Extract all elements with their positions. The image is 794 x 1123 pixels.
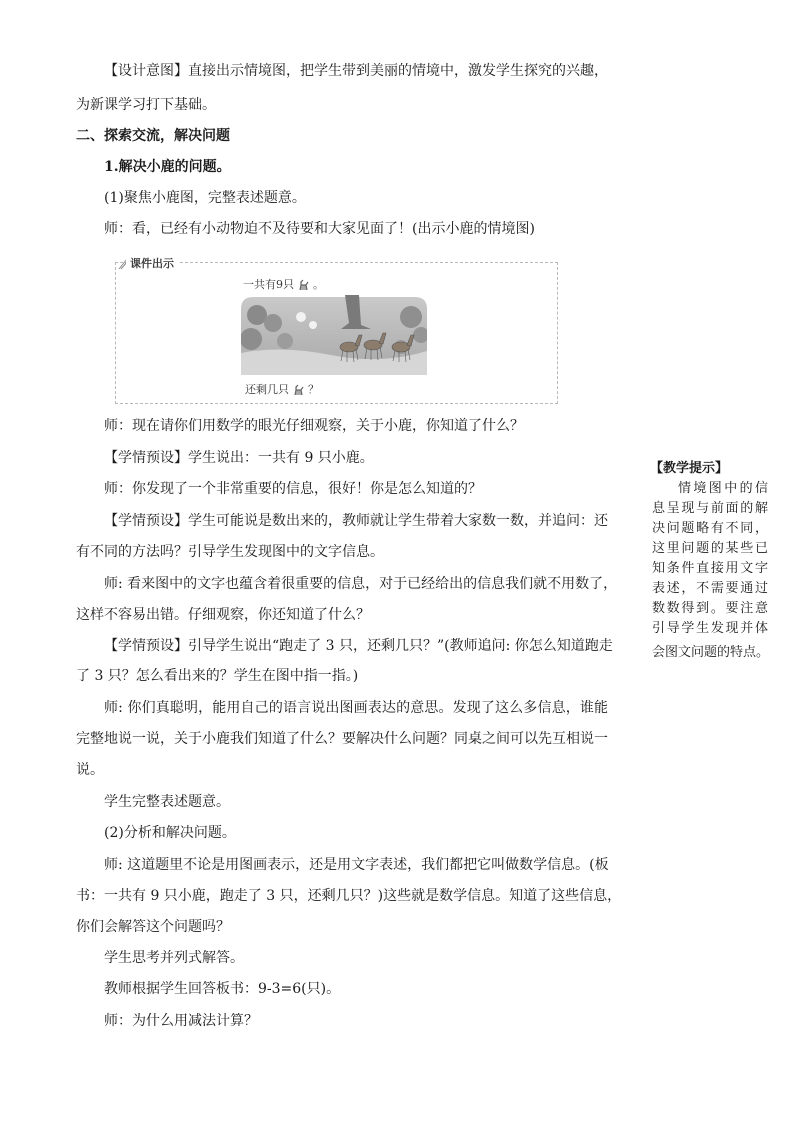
board-writing: 教师根据学生回答板书：9-3=6(只)。 [104, 981, 341, 997]
design-intent-line-2: 为新课学习打下基础。 [76, 97, 216, 113]
teacher-math-info-line-2: 书：一共有 9 只小鹿，跑走了 3 只，还剩几只？)这些就是数学信息。知道了这些信息， [76, 888, 622, 904]
preset-3-line-1: 【学情预设】引导学生说出“跑走了 3 只，还剩几只？”(教师追问: 你怎么知道跑走 [104, 638, 613, 654]
teaching-tip-line: 息呈现与前面的解 [652, 501, 768, 516]
teaching-tip-line: 表述，不需要通过 [652, 581, 768, 596]
student-solve: 学生思考并列式解答。 [104, 950, 244, 966]
teaching-tip-line: 知条件直接用文字 [652, 561, 768, 576]
teacher-summary-line-1: 师: 你们真聪明，能用自己的语言说出图画表达的意思。发现了这么多信息，谁能 [104, 700, 608, 716]
teacher-text-info-line-2: 这样不容易出错。仔细观察，你还知道了什么？ [76, 607, 370, 623]
figure-top-text: 一共有9只 。 [243, 278, 324, 291]
teaching-tip-line: 决问题略有不同， [652, 521, 768, 536]
teaching-tip-line: 数数得到。要注意 [652, 601, 768, 616]
teaching-tip-line: 情境图中的信 [678, 481, 768, 496]
courseware-label: 课件出示 [126, 255, 178, 271]
deer-icon [298, 279, 310, 291]
teaching-tip-title: 【教学提示】 [650, 461, 729, 476]
subsection-heading: 1.解决小鹿的问题。 [104, 159, 231, 175]
preset-2-line-1: 【学情预设】学生可能说是数出来的，教师就让学生带着大家数一数，并追问：还 [104, 513, 608, 529]
student-restate: 学生完整表述题意。 [104, 794, 230, 810]
teacher-math-info-line-1: 师: 这道题里不论是用图画表示，还是用文字表述，我们都把它叫做数学信息。(板 [104, 857, 609, 873]
teacher-question: 师：现在请你们用数学的眼光仔细观察，关于小鹿，你知道了什么？ [104, 418, 524, 434]
design-intent-line-1: 【设计意图】直接出示情境图，把学生带到美丽的情境中，激发学生探究的兴趣， [104, 63, 608, 79]
deer-icon [293, 384, 305, 396]
step-1-heading: (1)聚焦小鹿图，完整表述题意。 [104, 190, 306, 206]
deer-scene-illustration [241, 295, 427, 375]
teacher-summary-line-3: 说。 [76, 762, 104, 778]
preset-3-line-2: 了 3 只？怎么看出来的？学生在图中指一指。) [76, 668, 359, 684]
teacher-praise: 师：你发现了一个非常重要的信息，很好！你是怎么知道的？ [104, 481, 482, 497]
teacher-math-info-line-3: 你们会解答这个问题吗？ [76, 919, 230, 935]
teaching-tip-line: 引导学生发现并体 [652, 621, 768, 636]
teacher-text-info-line-1: 师: 看来图中的文字也蕴含着很重要的信息，对于已经给出的信息我们就不用数了， [104, 576, 618, 592]
teacher-line: 师：看，已经有小动物迫不及待要和大家见面了！(出示小鹿的情境图) [104, 221, 535, 237]
section-heading: 二、探索交流，解决问题 [76, 128, 230, 144]
teacher-why-subtract: 师：为什么用减法计算？ [104, 1013, 258, 1029]
teacher-summary-line-2: 完整地说一说，关于小鹿我们知道了什么？要解决什么问题？同桌之间可以先互相说一 [76, 731, 608, 747]
teaching-tip-line: 会图文问题的特点。 [652, 645, 770, 660]
preset-1: 【学情预设】学生说出：一共有 9 只小鹿。 [104, 450, 374, 466]
figure-bottom-text: 还剩几只 ？ [245, 383, 319, 396]
preset-2-line-2: 有不同的方法吗？引导学生发现图中的文字信息。 [76, 544, 384, 560]
step-2-heading: (2)分析和解决问题。 [104, 825, 236, 841]
teaching-tip-line: 这里问题的某些已 [652, 541, 768, 556]
